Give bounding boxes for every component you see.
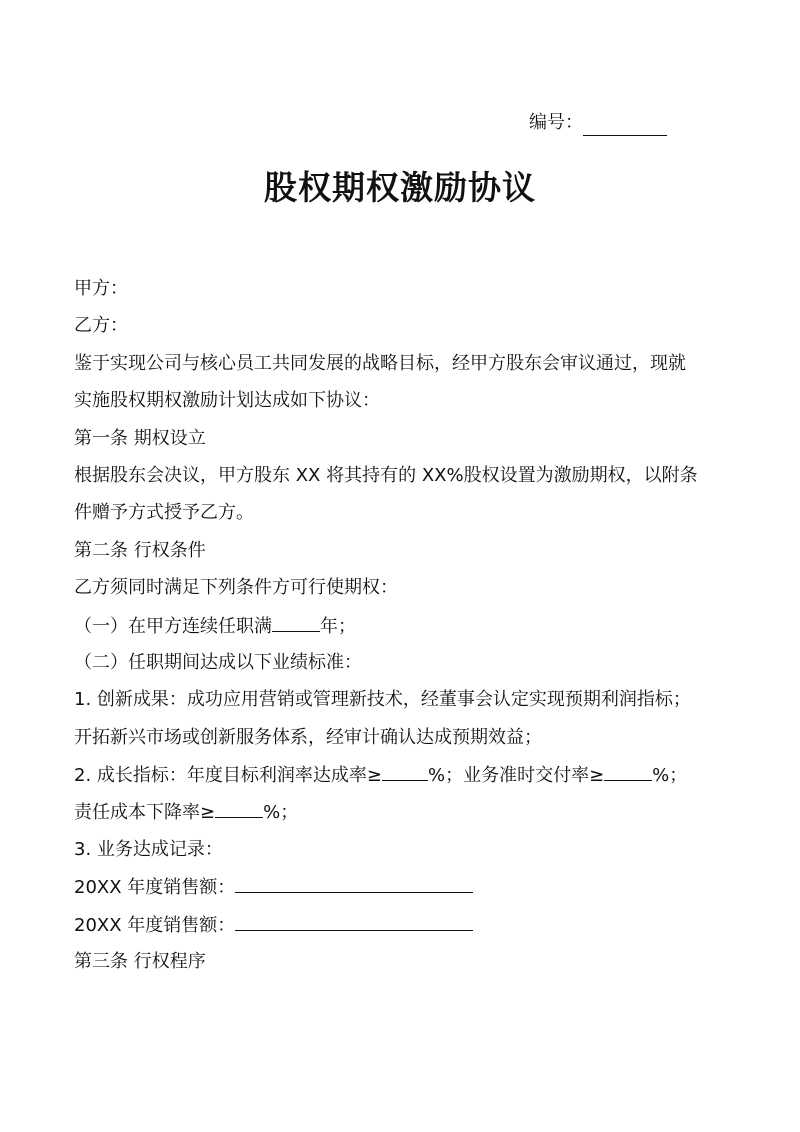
- article-1-text-1: 根据股东会决议，甲方股东 XX 将其持有的 XX%股权设置为激励期权，以附条: [74, 464, 698, 486]
- item-2-middle: %；业务准时交付率≥: [427, 765, 605, 787]
- years-blank[interactable]: [272, 613, 320, 632]
- item-2-prefix: 2. 成长指标：年度目标利润率达成率≥: [74, 765, 382, 787]
- sales-1-blank[interactable]: [235, 874, 473, 893]
- condition-2: （二）任职期间达成以下业绩标准：: [74, 651, 362, 673]
- party-b-line: 乙方：: [74, 315, 128, 337]
- intro-line-2: 实施股权期权激励计划达成如下协议：: [74, 390, 380, 412]
- number-blank[interactable]: [583, 117, 667, 136]
- article-1-heading: 第一条 期权设立: [74, 427, 206, 449]
- condition-1: [74, 613, 724, 650]
- document-body: [74, 276, 724, 986]
- condition-1-prefix: （一）在甲方连续任职满: [74, 615, 272, 637]
- item-2-2-suffix: %；: [263, 802, 299, 824]
- item-2-2-prefix: 责任成本下降率≥: [74, 802, 216, 824]
- article-1-text-2: 件赠予方式授予乙方。: [74, 502, 254, 524]
- intro-line-1: 鉴于实现公司与核心员工共同发展的战略目标，经甲方股东会审议通过，现就: [74, 352, 686, 374]
- item-2-suffix: %；: [652, 765, 688, 787]
- delivery-rate-blank[interactable]: [604, 762, 652, 781]
- item-1-line-2: 开拓新兴市场或创新服务体系，经审计确认达成预期效益；: [74, 726, 542, 748]
- document-title: 股权期权激励协议: [264, 168, 536, 207]
- condition-1-suffix: 年；: [320, 615, 356, 637]
- profit-rate-blank[interactable]: [382, 762, 428, 781]
- sales-1-label: 20XX 年度销售额：: [74, 877, 236, 899]
- sales-line-2: [74, 912, 724, 949]
- item-2-line-2: [74, 799, 724, 836]
- sales-line-1: [74, 874, 724, 911]
- item-2-line-1: [74, 762, 724, 799]
- article-3-heading: 第三条 行权程序: [74, 951, 206, 973]
- article-2-intro: 乙方须同时满足下列条件方可行使期权：: [74, 577, 398, 599]
- item-1-line-1: 1. 创新成果：成功应用营销或管理新技术，经董事会认定实现预期利润指标；: [74, 689, 691, 711]
- item-3: 3. 业务达成记录：: [74, 838, 223, 860]
- cost-rate-blank[interactable]: [215, 799, 263, 818]
- document-number: [529, 110, 667, 136]
- number-label: 编号：: [529, 112, 583, 133]
- article-2-heading: 第二条 行权条件: [74, 539, 206, 561]
- sales-2-blank[interactable]: [235, 912, 473, 931]
- party-a-line: 甲方：: [74, 278, 128, 299]
- sales-2-label: 20XX 年度销售额：: [74, 914, 236, 936]
